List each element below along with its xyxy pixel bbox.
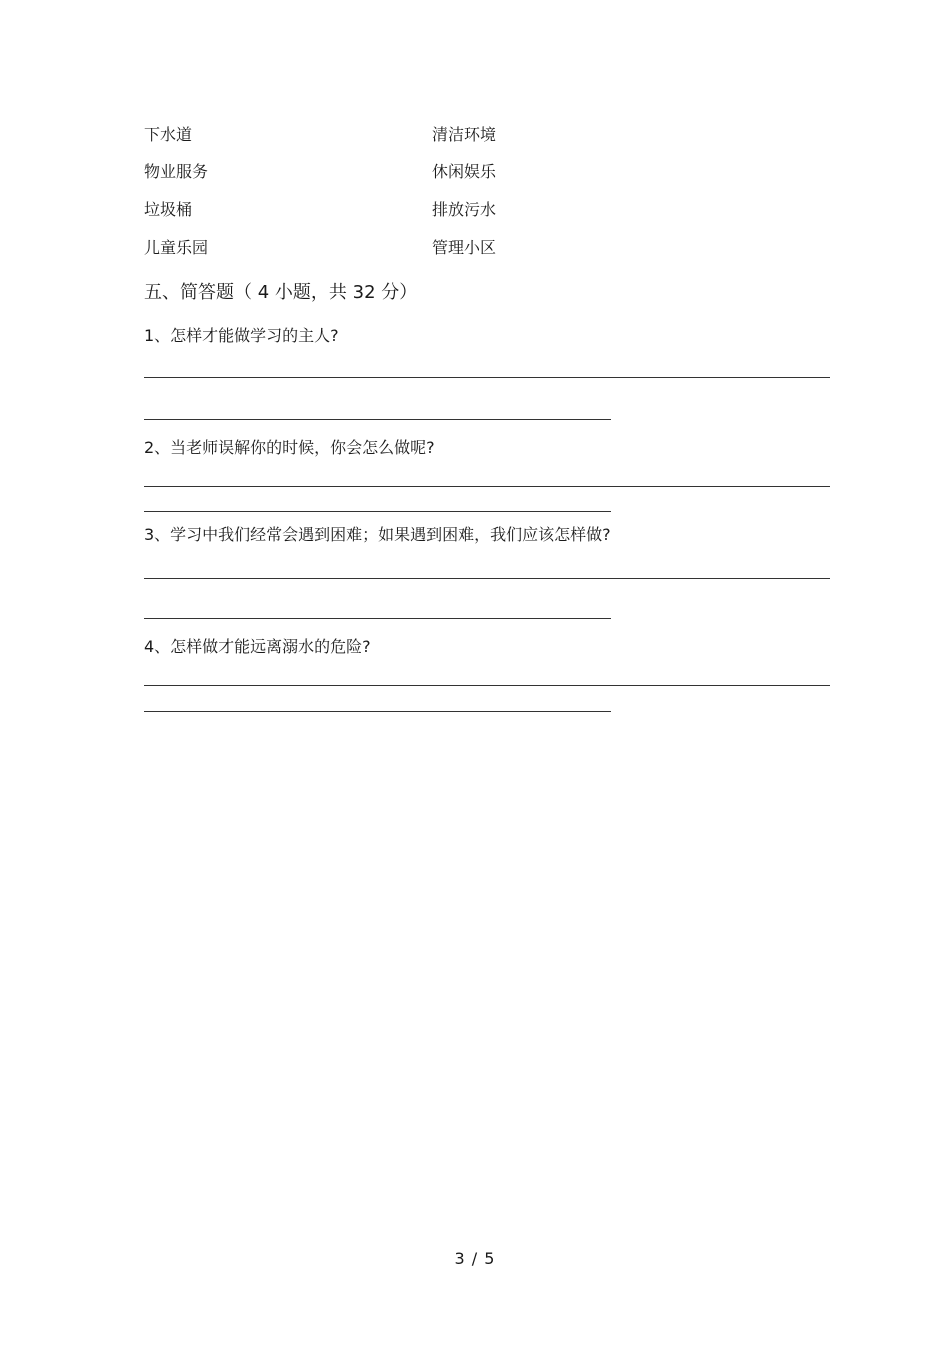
question-3: 3、学习中我们经常会遇到困难；如果遇到困难，我们应该怎样做? — [144, 525, 611, 544]
match-left-item-2: 物业服务 — [144, 162, 209, 181]
match-right-item-1: 清洁环境 — [432, 125, 497, 144]
answer-line-1a[interactable] — [144, 377, 830, 378]
page-number: 3 / 5 — [454, 1249, 496, 1268]
match-right-item-2: 休闲娱乐 — [432, 162, 497, 181]
answer-line-2b[interactable] — [144, 511, 611, 512]
answer-line-2a[interactable] — [144, 486, 830, 487]
answer-line-4b[interactable] — [144, 711, 611, 712]
answer-line-4a[interactable] — [144, 685, 830, 686]
match-left-item-1: 下水道 — [144, 125, 193, 144]
match-left-item-3: 垃圾桶 — [144, 200, 193, 219]
answer-line-3a[interactable] — [144, 578, 830, 579]
match-right-item-4: 管理小区 — [432, 238, 497, 257]
question-2: 2、当老师误解你的时候，你会怎么做呢? — [144, 438, 435, 457]
answer-line-3b[interactable] — [144, 618, 611, 619]
section-title: 五、简答题（ 4 小题，共 32 分） — [144, 282, 418, 303]
question-4: 4、怎样做才能远离溺水的危险? — [144, 637, 371, 656]
match-left-item-4: 儿童乐园 — [144, 238, 209, 257]
answer-line-1b[interactable] — [144, 419, 611, 420]
question-1: 1、怎样才能做学习的主人? — [144, 326, 339, 345]
match-right-item-3: 排放污水 — [432, 200, 497, 219]
